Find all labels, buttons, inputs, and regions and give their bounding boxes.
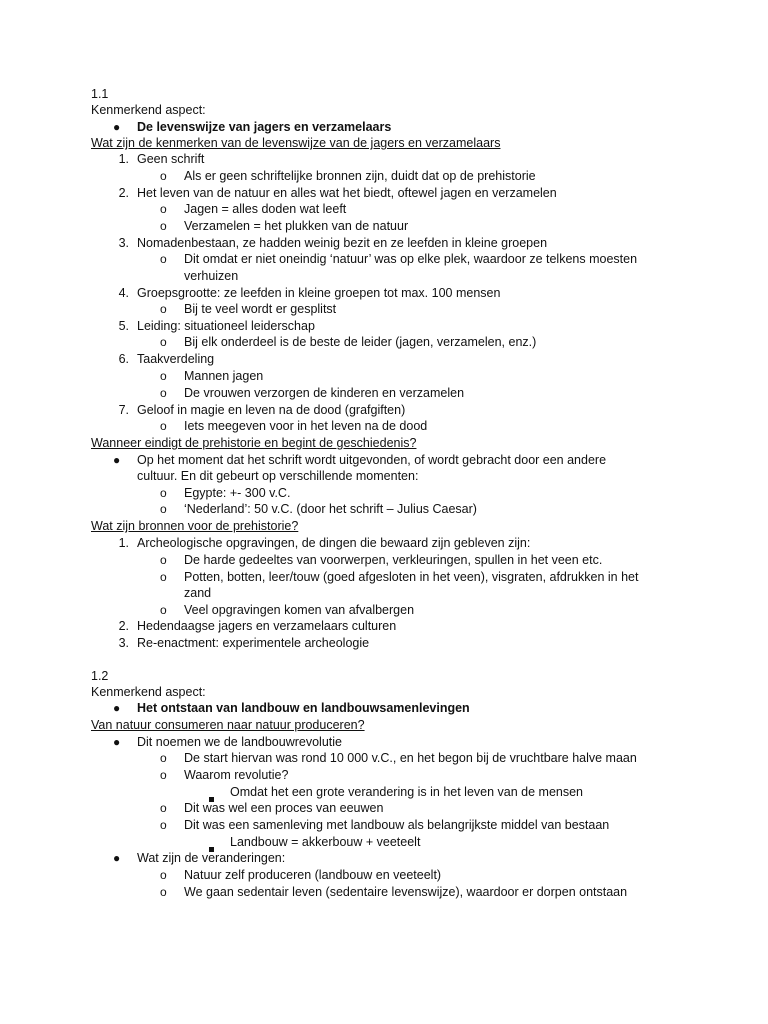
circle-bullet-icon: o xyxy=(160,553,167,567)
circle-bullet-icon: o xyxy=(160,386,167,400)
bullet-icon: ● xyxy=(113,851,121,865)
circle-bullet-icon: o xyxy=(160,801,167,815)
aspect-label: Kenmerkend aspect: xyxy=(91,103,206,117)
bullet-icon: ● xyxy=(113,701,121,715)
aspect-text: De levenswijze van jagers en verzamelaars xyxy=(137,120,392,134)
bullet-icon: ● xyxy=(113,120,121,134)
circle-bullet-icon: o xyxy=(160,502,167,516)
question-heading: Van natuur consumeren naar natuur produceren? xyxy=(91,718,365,732)
circle-bullet-icon: o xyxy=(160,369,167,383)
section-heading: 1.1 xyxy=(91,87,109,101)
section-heading: 1.2 xyxy=(91,669,109,683)
bullet-icon: ● xyxy=(113,453,121,467)
circle-bullet-icon: o xyxy=(160,419,167,433)
circle-bullet-icon: o xyxy=(160,202,167,216)
circle-bullet-icon: o xyxy=(160,219,167,233)
circle-bullet-icon: o xyxy=(160,302,167,316)
question-heading: Wanneer eindigt de prehistorie en begint de geschiedenis? xyxy=(91,436,417,450)
bullet-icon: ● xyxy=(113,735,121,749)
circle-bullet-icon: o xyxy=(160,169,167,183)
circle-bullet-icon: o xyxy=(160,768,167,782)
circle-bullet-icon: o xyxy=(160,252,167,266)
question-heading: Wat zijn de kenmerken van de levenswijze van de jagers en verzamelaars xyxy=(91,136,501,150)
circle-bullet-icon: o xyxy=(160,868,167,882)
circle-bullet-icon: o xyxy=(160,486,167,500)
circle-bullet-icon: o xyxy=(160,751,167,765)
circle-bullet-icon: o xyxy=(160,818,167,832)
circle-bullet-icon: o xyxy=(160,603,167,617)
aspect-text: Het ontstaan van landbouw en landbouwsamenlevingen xyxy=(137,701,470,715)
document-page: 1.1 Kenmerkend aspect: ● De levenswijze van jagers en verzamelaars Wat zijn de kenmerken van de levenswijze van de jagers en verzamelaars 1. Geen schrift o Als er geen schriftelijke bronnen zijn, duidt dat op de prehistorie 2. Het leven van de natuur en alles wat het biedt, oftewel jagen en verzamelen o Jagen = alles doden wat leeft o Verzamelen = het plukken van de natuur 3. Nomadenbestaan, ze hadden weinig bezit en ze leefden in kleine groepen o Dit omdat er niet oneindig ‘natuur’ was op elke plek, waardoor ze telkens moesten verhuizen 4. Groepsgrootte: ze leefden in kleine groepen tot max. 100 mensen o Bij te veel wordt er gesplitst 5. Leiding: situationeel leiderschap o Bij elk onderdeel is de beste de leider (jagen, verzamelen, enz.) 6. Taakverdeling o Mannen jagen o De vrouwen verzorgen de kinderen en verzamelen 7. Geloof in magie en leven na de dood (grafgiften) o Iets meegeven voor in het leven na de dood Wanneer eindigt de prehistorie en begint de geschiedenis? ● Op het moment dat het schrift wordt uitgevonden, of wordt gebracht door een andere cultuur. En dit gebeurt op verschillende momenten: o Egypte: +- 300 v.C. o ‘Nederland’: 50 v.C. (door het schrift – Julius Caesar) Wat zijn bronnen voor de prehistorie? 1. Archeologische opgravingen, de dingen die bewaard zijn gebleven zijn: o De harde gedeeltes van voorwerpen, verkleuringen, spullen in het veen etc. o Potten, botten, leer/touw (goed afgesloten in het veen), visgraten, afdrukken in het zand o Veel opgravingen komen van afvalbergen 2. Hedendaagse jagers en verzamelaars culturen 3. Re-enactment: experimentele archeologie 1.2 Kenmerkend aspect: ● Het ontstaan van landbouw en landbouwsamenlevingen Van natuur consumeren naar natuur produceren? ● Dit noemen we de landbouwrevolutie o De start hiervan was rond 10 000 v.C., en het begon bij de vruchtbare halve maan o Waarom revolutie? Omdat het een grote verandering is in het leven van de mensen o Dit was wel een proces van eeuwen o Dit was een samenleving met landbouw als belangrijkste middel van bestaan Landbouw = akkerbouw + veeteelt ● Wat zijn de veranderingen: o Natuur zelf produceren (landbouw en veeteelt) o We gaan sedentair leven (sedentaire levenswijze), waardoor er dorpen ontstaan xyxy=(91,87,639,899)
question-heading: Wat zijn bronnen voor de prehistorie? xyxy=(91,519,299,533)
aspect-label: Kenmerkend aspect: xyxy=(91,685,206,699)
circle-bullet-icon: o xyxy=(160,335,167,349)
circle-bullet-icon: o xyxy=(160,885,167,899)
circle-bullet-icon: o xyxy=(160,570,167,584)
